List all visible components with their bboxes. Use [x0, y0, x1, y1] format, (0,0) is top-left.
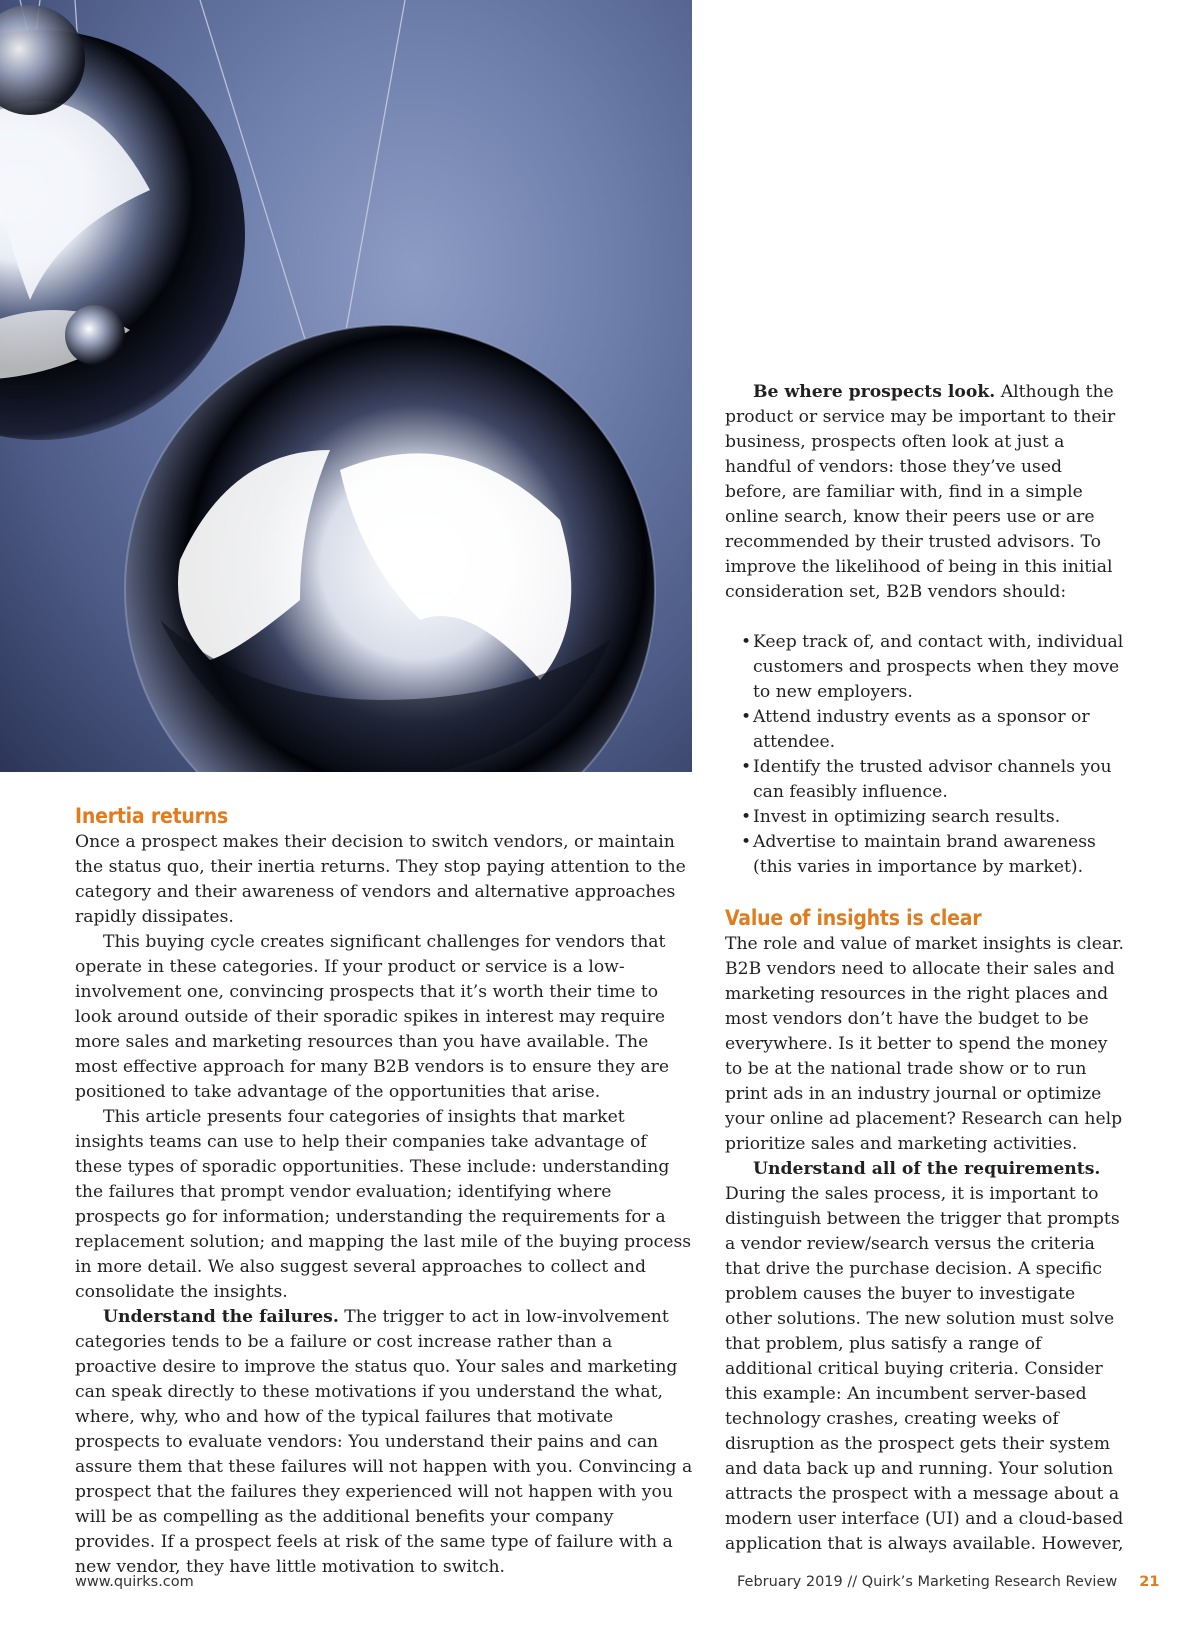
bullet-list — [725, 630, 1125, 880]
paragraph-body: The trigger to act in low-involvement categories tends to be a failure or cost increase rather than a proactive desire to improve the status quo. Your sales and marketing can speak directly to these motivations if you understand the what, where, why, who and how of the typical failures that motivate prospects to evaluate vendors: You understand their pains and can assure them that these failures will not happen with you. Convincing a prospect that the failures they experienced will not happen with you will be as compelling as the additional benefits your company provides. If a prospect feels at risk of the same type of failure with a new vendor, they have little motivation to switch. — [75, 1307, 693, 1577]
right-column — [725, 380, 1125, 1557]
paragraph-body: During the sales process, it is important to distinguish between the trigger that prompts a vendor review/search versus the criteria that drive the purchase decision. A specific problem causes the buyer to investigate other solutions. The new solution must solve that problem, plus satisfy a range of additional critical buying criteria. Consider this example: An incumbent server-based technology crashes, creating weeks of disruption as the prospect gets their system and data back up and running. Your solution attracts the prospect with a message about a modern user interface (UI) and a cloud-based application that is always available. However, — [725, 1184, 1124, 1554]
list-item: • Advertise to maintain brand awareness (this varies in importance by market). — [741, 832, 1096, 877]
footer-website: www.quirks.com — [75, 1574, 194, 1590]
paragraph — [75, 1305, 695, 1580]
list-item: • Invest in optimizing search results. — [741, 807, 1061, 827]
paragraph-lead: Understand all of the requirements. — [753, 1159, 1101, 1179]
paragraph-body: Although the product or service may be important to their business, prospects often look at just a handful of vendors: those they’ve used before, are familiar with, find in a simple online search, know their peers use or are recommended by their trusted advisors. To improve the likelihood of being in this initial consideration set, B2B vendors should: — [725, 382, 1116, 602]
list-item: • Keep track of, and contact with, individual customers and prospects when they move to new employers. — [741, 632, 1124, 702]
paragraph: This buying cycle creates significant challenges for vendors that operate in these categories. If your product or service is a low-involvement one, convincing prospects that it’s worth their time to look around outside of their sporadic spikes in interest may require more sales and marketing resources than you have available. The most effective approach for many B2B vendors is to ensure they are positioned to take advantage of the opportunities that arise. — [75, 932, 670, 1102]
paragraph — [725, 380, 1125, 605]
page-number: 21 — [1139, 1574, 1160, 1590]
chrome-spheres-illustration — [0, 0, 692, 772]
paragraph-lead: Understand the failures. — [103, 1307, 339, 1327]
section-heading-inertia-returns: Inertia returns — [75, 804, 229, 828]
list-item: • Identify the trusted advisor channels you can feasibly influence. — [741, 757, 1112, 802]
hero-photo — [0, 0, 692, 772]
paragraph: Once a prospect makes their decision to switch vendors, or maintain the status quo, their inertia returns. They stop paying attention to the category and their awareness of vendors and alternative approaches rapidly dissipates. — [75, 832, 686, 927]
footer-issue — [737, 1572, 1159, 1592]
paragraph — [725, 1157, 1125, 1557]
issue-line: February 2019 // Quirk’s Marketing Research Review — [737, 1574, 1118, 1590]
left-column — [75, 803, 695, 1580]
paragraph: This article presents four categories of insights that market insights teams can use to help their companies take advantage of these types of sporadic opportunities. These include: understanding the failures that prompt vendor evaluation; identifying where prospects go for information; understanding the requirements for a replacement solution; and mapping the last mile of the buying process in more detail. We also suggest several approaches to collect and consolidate the insights. — [75, 1107, 692, 1302]
paragraph-lead: Be where prospects look. — [753, 382, 996, 402]
list-item: • Attend industry events as a sponsor or attendee. — [741, 707, 1090, 752]
section-heading-value-of-insights: Value of insights is clear — [725, 906, 982, 930]
paragraph: The role and value of market insights is clear. B2B vendors need to allocate their sales and marketing resources in the right places and most vendors don’t have the budget to be everywhere. Is it better to spend the money to be at the national trade show or to run print ads in an industry journal or optimize your online ad placement? Research can help prioritize sales and marketing activities. — [725, 934, 1124, 1154]
